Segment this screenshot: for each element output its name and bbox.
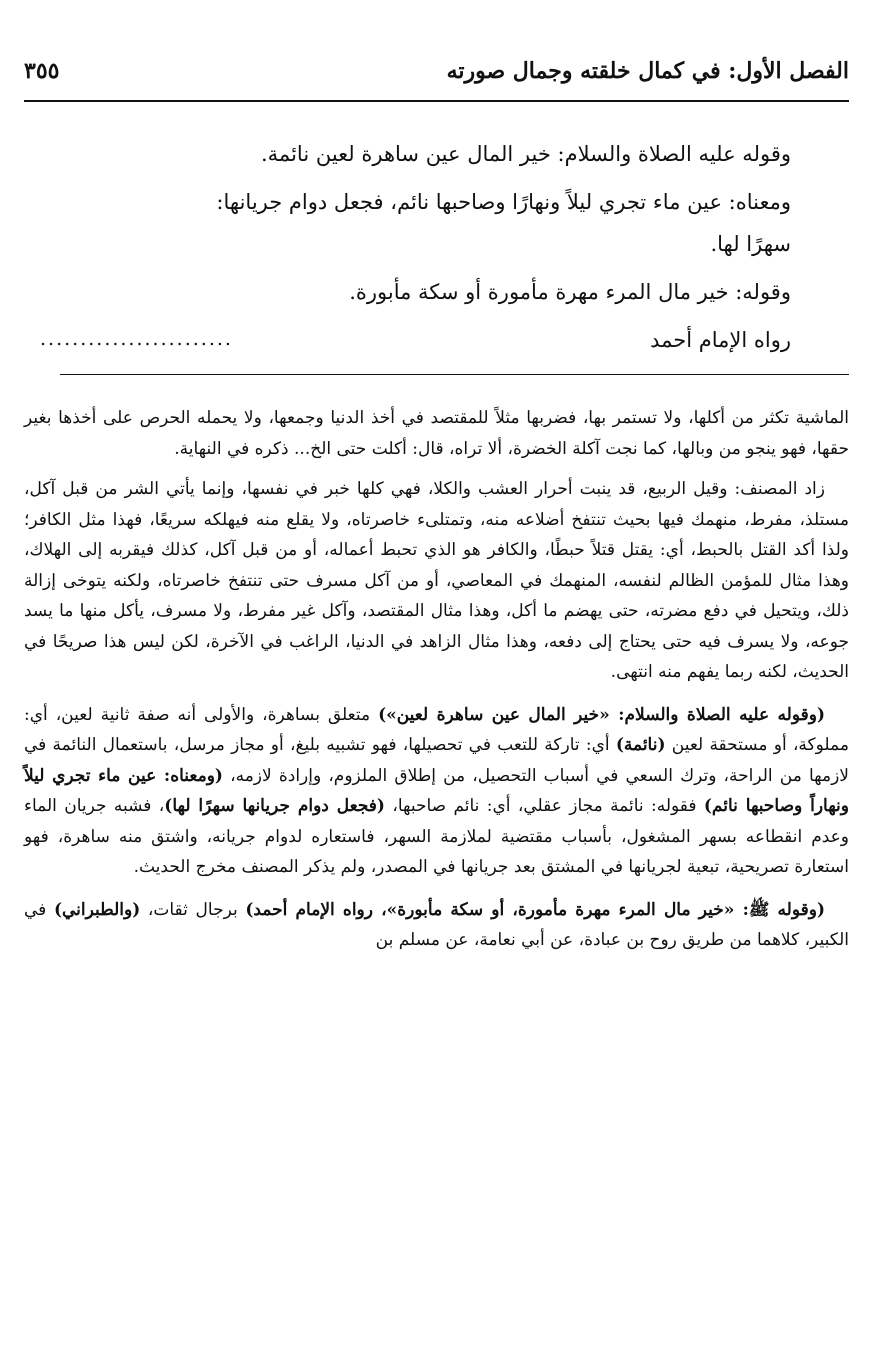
quoted-matn: (نائمة)	[615, 735, 666, 755]
quoted-matn: (وقوله عليه الصلاة والسلام: «خير المال عين ساهرة لعين»)	[378, 704, 825, 725]
hadith-line: وقوله: خير مال المرء مهرة مأمورة أو سكة مأبورة.	[349, 280, 791, 304]
hadith-line: ومعناه: عين ماء تجري ليلاً ونهارًا وصاحبها نائم، فجعل دوام جريانها:	[216, 190, 791, 214]
chapter-title: الفصل الأول: في كمال خلقته وجمال صورته	[446, 58, 849, 84]
quoted-matn: (فجعل دوام جريانها سهرًا لها)	[164, 796, 385, 816]
commentary-paragraph	[24, 895, 849, 956]
commentary-span: متعلق بساهرة، والأولى أنه صفة ثانية لعين، أي: مملوكة، أو مستحقة لعين	[24, 704, 849, 755]
section-divider	[60, 374, 849, 375]
hadith-line: سهرًا لها.	[710, 232, 791, 256]
hadith-line: وقوله عليه الصلاة والسلام: خير المال عين ساهرة لعين نائمة.	[261, 142, 791, 166]
quoted-matn: (ومعناه: عين ماء تجري ليلاً ونهاراً وصاحبها نائم)	[24, 765, 849, 816]
quoted-matn: (وقوله ﷺ:	[742, 899, 825, 920]
quoted-matn: (والطبراني)	[53, 899, 141, 920]
header-divider	[24, 100, 849, 102]
quoted-matn: «خير مال المرء مهرة مأمورة، أو سكة مأبورة»، رواه الإمام أحمد)	[245, 899, 743, 920]
page-number: ٣٥٥	[24, 58, 60, 84]
commentary-paragraph	[24, 700, 849, 883]
commentary-span: ، فشبه جريان الماء وعدم انقطاعه بسهر المشغول، بأسباب مقتضية لملازمة السهر، فاستعاره لدوام جريانه، واشتق منه ساهرة، فهو استعارة تصريحية، تبعية لجريانها في المشتق بعد جريانها في المصدر، ولم يذكر المصنف مخرج الحديث.	[24, 796, 849, 877]
continuation-dots: ........................	[40, 328, 233, 350]
page-header	[24, 52, 849, 92]
commentary-text	[24, 403, 849, 968]
commentary-span: أي: تاركة للتعب في تحصيلها، فهو تشبيه بليغ، أو مجاز مرسل، باستعمال النائمة في لازمها من الراحة، وترك السعي في أسباب التحصيل، من إطلاق الملزوم، وإرادة لازمه،	[24, 735, 849, 786]
commentary-span: في الكبير، كلاهما من طريق روح بن عبادة، عن أبي نعامة، عن مسلم بن	[24, 899, 849, 950]
commentary-paragraph: الماشية تكثر من أكلها، ولا تستمر بها، فضربها مثلاً للمقتصد في أخذ الدنيا وجمعها، ولا يحمله الحرص على أخذها بغير حقها، فهو ينجو من وبالها، كما نجت آكلة الخضرة، ألا تراه، قال: أكلت حتى الخ... ذكره في النهاية.	[24, 408, 849, 459]
commentary-span: برجال ثقات،	[140, 899, 246, 920]
commentary-paragraph: زاد المصنف: وقيل الربيع، قد ينبت أحرار العشب والكلا، فهي كلها خبر في نفسها، وإنما يأتي الشر من قبل آكل، مستلذ، مفرط، منهمك فيها بحيث تنتفخ أضلاعه منه، وتمتلىء خاصرتاه، ولا يقلع منه فيهلكه سريعًا، فهذا مثل الكافر؛ ولذا أكد القتل بالحبط، أي: يقتل قتلاً حبطًا، والكافر هو الذي تحبط أعماله، أو من قبل آكل، كذلك فيقربه إلى الهلاك، وهذا مثال للمؤمن الظالم لنفسه، المنهمك في المعاصي، أو من آكل مسرف حتى تنتفخ خاصرتاه، ولكنه يتوخى إزالة ذلك، ويتحيل في دفع مضرته، حتى يهضم ما أكل، وهذا مثال المقتصد، وآكل غير مفرط، ولا مسرف، يأكل منها ما يسد جوعه، ولا يسرف فيه حتى يحتاج إلى دفعه، وهذا مثال الزاهد في الدنيا، الراغب في الآخرة، لكن ليس هذا صريحًا في الحديث، لكنه ربما يفهم منه انتهى.	[24, 479, 849, 682]
hadith-attribution: رواه الإمام أحمد	[650, 328, 791, 352]
commentary-span: فقوله: نائمة مجاز عقلي، أي: نائم صاحبها،	[384, 796, 704, 816]
